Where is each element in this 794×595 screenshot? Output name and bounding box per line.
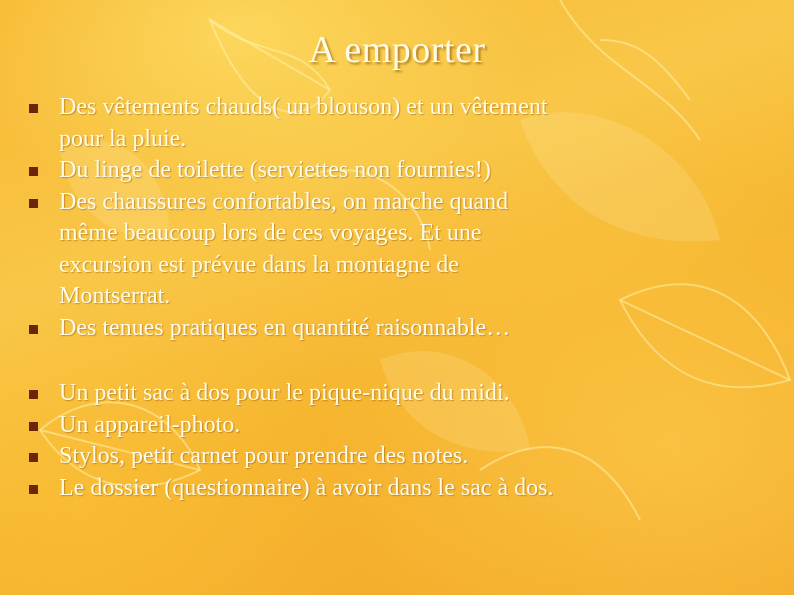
square-bullet-icon — [29, 485, 38, 494]
bullet-item — [0, 313, 794, 345]
bullet-text: Du linge de toilette (serviettes non fournies!) — [59, 157, 491, 183]
square-bullet-icon — [29, 167, 38, 176]
bullet-item — [0, 410, 794, 442]
bullet-text: Des chaussures confortables, on marche quand même beaucoup lors de ces voyages. Et une excursion est prévue dans la montagne de Montserrat. — [59, 188, 509, 309]
bullet-text: Le dossier (questionnaire) à avoir dans le sac à dos. — [59, 474, 554, 501]
square-bullet-icon — [29, 199, 38, 208]
square-bullet-icon — [29, 104, 38, 113]
square-bullet-icon — [29, 390, 38, 399]
square-bullet-icon — [29, 325, 38, 334]
bullet-text: Stylos, petit carnet pour prendre des notes. — [59, 443, 469, 469]
bullet-text: Des tenues pratiques en quantité raisonnable… — [59, 314, 511, 341]
bullet-text: Un petit sac à dos pour le pique-nique du midi. — [59, 380, 510, 406]
slide-title: A emporter — [308, 29, 486, 71]
bullet-item — [0, 92, 794, 155]
square-bullet-icon — [29, 422, 38, 431]
bullet-item — [0, 155, 794, 187]
bullet-item — [0, 441, 794, 473]
bullet-list — [0, 92, 794, 504]
bullet-text: Un appareil-photo. — [59, 411, 241, 438]
bullet-item — [0, 187, 794, 313]
bullet-item — [0, 378, 794, 410]
bullet-text: Des vêtements chauds( un blouson) et un vêtement pour la pluie. — [59, 94, 548, 152]
square-bullet-icon — [29, 453, 38, 462]
bullet-item — [0, 473, 794, 505]
